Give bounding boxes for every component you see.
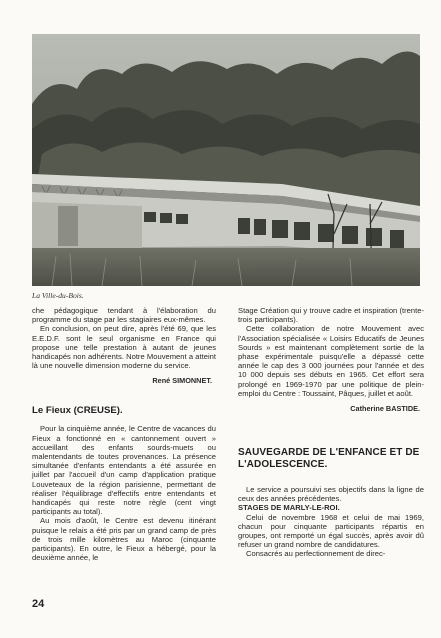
section-heading-le-fieux: Le Fieux (CREUSE). <box>32 405 123 417</box>
right-paragraph-1: Stage Création qui y trouve cadre et inspiration (trente-trois participants). <box>238 306 424 325</box>
page-number: 24 <box>32 598 45 610</box>
right-paragraph-5: Consacrés au perfectionnement de direc- <box>246 549 386 559</box>
subheading-stages-marly: STAGES DE MARLY-LE-ROI. <box>238 503 340 513</box>
left-paragraph-1: che pédagogique tendant à l'élaboration du programme du stage par les stagiaires eux-mêmes. <box>32 306 216 325</box>
building-photo-illustration <box>32 34 420 286</box>
right-paragraph-2: Cette collaboration de notre Mouvement avec l'Association spécialisée « Loisirs Educatifs de Jeunes Sourds » est maintenant complètement sortie de la phase expérimentale puisqu'elle a dépassé cette année le cap des 3 000 journées pour l'année et des 10 000 depuis ses débuts en 1965. Cet effort sera prolongé en 1969-1970 par une politique de plein-emploi du Centre : Toussaint, Pâques, juillet et août. <box>238 324 424 398</box>
right-paragraph-3: Le service a poursuivi ses objectifs dans la ligne de ceux des années précédentes. <box>238 485 424 504</box>
right-column <box>238 306 424 559</box>
left-paragraph-3: Pour la cinquième année, le Centre de vacances du Fieux a fonctionné en « cantonnement ouvert » accueillant des enfants sourds-muets ou malentendants de toutes provenances. La présence simultanée d'enfants entendants a été assurée en juillet par l'accueil d'un camp d'application pratique Louveteaux de la région parisienne, permettant de réaliser l'équilibrage d'effectifs entre entendants et handicapés qui reste notre règle (cent vingt participants au total). <box>32 424 216 517</box>
photo-caption: La Ville-du-Bois. <box>32 291 84 300</box>
section-heading-sauvegarde: SAUVEGARDE DE L'ENFANCE ET DE L'ADOLESCENCE. <box>238 447 420 471</box>
signature-rene-simonnet: René SIMONNET. <box>152 376 212 386</box>
left-paragraph-4: Au mois d'août, le Centre est devenu itinérant puisque le relais a été pris par un grand camp de près de trois mille kilomètres au Maroc (cinquante participants). En outre, le Fieux a hébergé, pour la deuxième année, le <box>32 516 216 563</box>
left-column <box>32 306 216 562</box>
photo-la-ville-du-bois <box>32 34 420 286</box>
right-paragraph-4: Celui de novembre 1968 et celui de mai 1969, chacun pour cinquante participants répartis en groupes, ont remporté un égal succès, après avoir dû refuser un grand nombre de candidatures. <box>238 512 424 550</box>
left-paragraph-2: En conclusion, on peut dire, après l'été 69, que les E.E.D.F. sont le seul organisme en France qui propose une telle prestation à autant de jeunes handicapés non adhérents. Notre Mouvement a atteint là une nouvelle dimension moderne du service. <box>32 324 216 371</box>
signature-catherine-bastide: Catherine BASTIDE. <box>350 404 420 414</box>
